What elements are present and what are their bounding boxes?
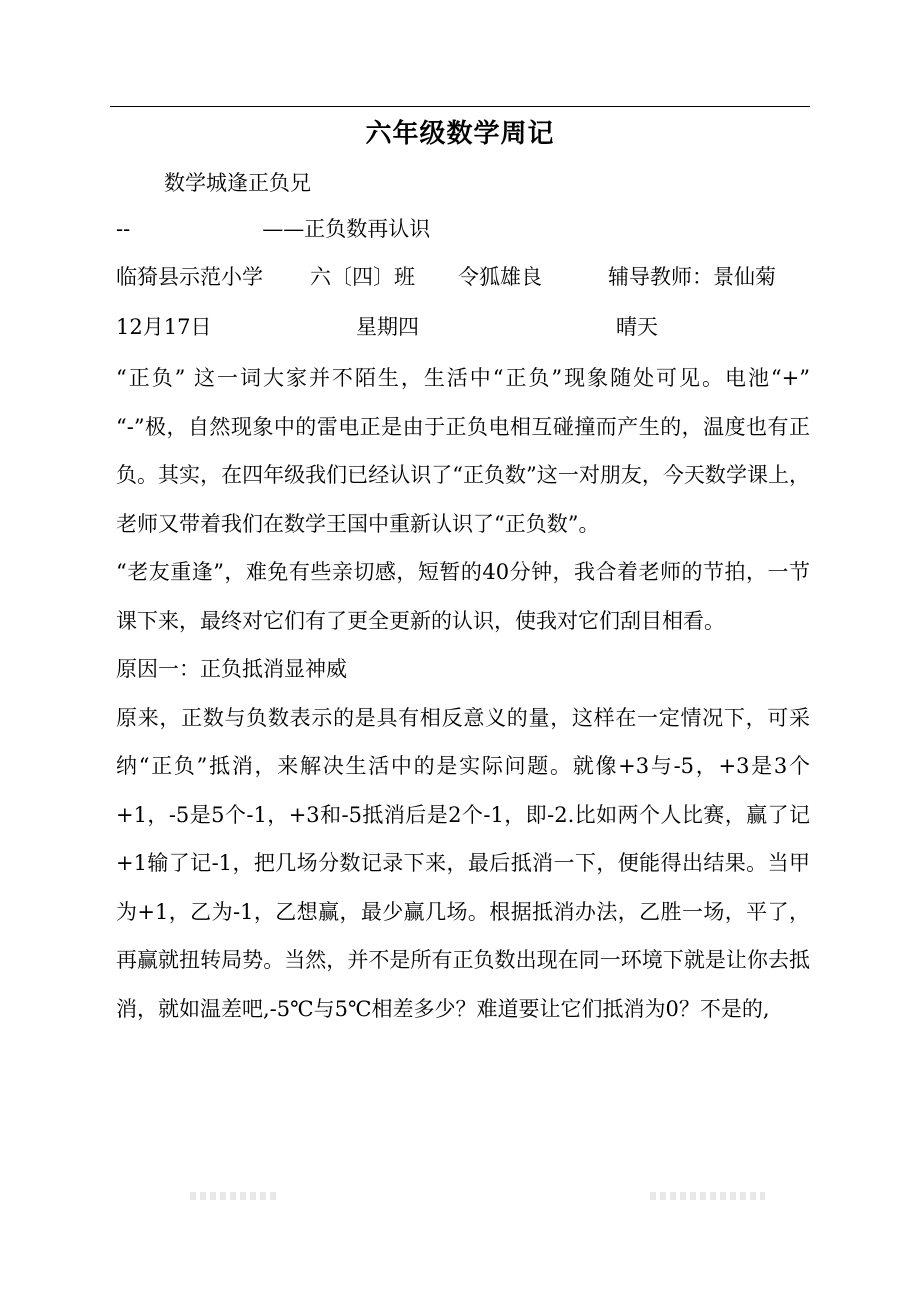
author-name: 令狐雄良 [458, 265, 542, 289]
weather: 晴天 [616, 315, 658, 339]
subtitle-line [116, 214, 430, 244]
footer-watermark-right [650, 1192, 765, 1200]
paragraph: “正负” 这一词大家并不陌生，生活中“正负”现象随处可见。电池“+” “-”极，自然现象中的雷电正是由于正负电相互碰撞而产生的，温度也有正负。其实，在四年级我们已经认识了“正负数”这一对朋友，今天数学课上，老师又带着我们在数学王国中重新认识了“正负数”。 [116, 366, 810, 536]
section-heading: 原因一：正负抵消显神威 [116, 657, 347, 681]
secondary-subtitle: ——正负数再认识 [262, 217, 431, 241]
body-text [116, 354, 810, 1033]
subtitle: 数学城逢正负兄 [164, 171, 311, 195]
school-name: 临猗县示范小学 [116, 265, 263, 289]
class-name: 六〔四〕班 [310, 265, 415, 289]
teacher-name: 辅导教师：景仙菊 [608, 265, 776, 289]
header-rule [110, 106, 810, 107]
weekday: 星期四 [356, 315, 419, 339]
date: 12月17日 [116, 315, 212, 339]
paragraph: 原来，正数与负数表示的是具有相反意义的量，这样在一定情况下，可采纳“正负”抵消，来解决生活中的是实际问题。就像+3与-5，+3是3个+1，-5是5个-1，+3和-5抵消后是2个-1，即-2.比如两个人比赛，赢了记+1输了记-1，把几场分数记录下来，最后抵消一下，便能得出结果。当甲为+1，乙为-1，乙想赢，最少赢几场。根据抵消办法，乙胜一场，平了，再赢就扭转局势。当然，并不是所有正负数出现在同一环境下就是让你去抵消，就如温差吧,-5℃与5℃相差多少？难道要让它们抵消为0？不是的, [116, 705, 810, 1021]
footer-watermark-left [190, 1192, 280, 1200]
dash-prefix: -- [116, 217, 131, 241]
document-title: 六年级数学周记 [365, 119, 555, 149]
paragraph: “老友重逢”，难免有些亲切感，短暂的40分钟，我合着老师的节拍，一节课下来，最终对它们有了更全更新的认识，使我对它们刮目相看。 [116, 560, 810, 633]
